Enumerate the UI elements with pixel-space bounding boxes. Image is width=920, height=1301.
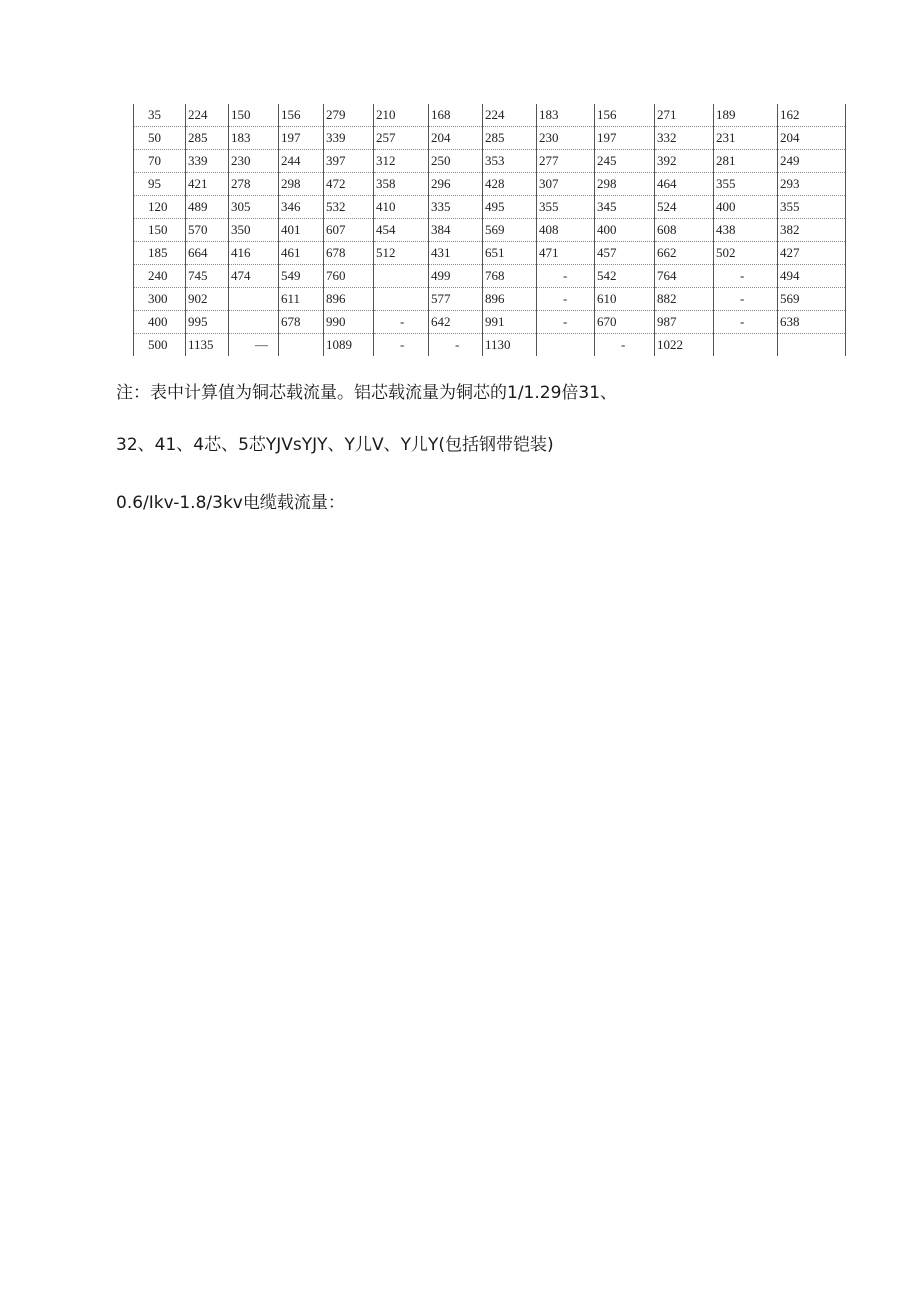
table-cell [714, 334, 778, 357]
table-cell: 150 [229, 104, 279, 127]
note-line-2: 32、41、4芯、5芯YJVsYJY、Y儿V、Y儿Y(包括钢带铠装) [116, 435, 554, 455]
table-row [134, 288, 846, 311]
table-cell: 549 [279, 265, 324, 288]
table-cell: 608 [655, 219, 714, 242]
table-cell-section: 300 [134, 288, 186, 311]
table-cell: 204 [429, 127, 483, 150]
table-cell: 474 [229, 265, 279, 288]
table-cell: 224 [186, 104, 229, 127]
table-cell: 335 [429, 196, 483, 219]
table-cell-section: 35 [134, 104, 186, 127]
table-cell: 607 [324, 219, 374, 242]
table-cell: — [229, 334, 279, 357]
table-cell: 502 [714, 242, 778, 265]
table-cell: 745 [186, 265, 229, 288]
table-cell: 231 [714, 127, 778, 150]
table-cell: 230 [537, 127, 595, 150]
table-cell: 457 [595, 242, 655, 265]
table-cell: 332 [655, 127, 714, 150]
table-cell: 524 [655, 196, 714, 219]
table-row [134, 173, 846, 196]
table-cell: 156 [595, 104, 655, 127]
table-cell: 183 [229, 127, 279, 150]
table-cell: 464 [655, 173, 714, 196]
table-cell: 204 [778, 127, 846, 150]
table-cell: 678 [279, 311, 324, 334]
table-cell: - [714, 288, 778, 311]
table-cell: 400 [595, 219, 655, 242]
table-cell: 461 [279, 242, 324, 265]
table-cell: 339 [186, 150, 229, 173]
table-row [134, 265, 846, 288]
table-cell: 281 [714, 150, 778, 173]
table-cell: 611 [279, 288, 324, 311]
table-cell: 472 [324, 173, 374, 196]
table-cell [229, 288, 279, 311]
table-cell: 278 [229, 173, 279, 196]
table-cell: 421 [186, 173, 229, 196]
table-cell: 298 [595, 173, 655, 196]
table-cell: 416 [229, 242, 279, 265]
table-cell [374, 288, 429, 311]
table-cell: 408 [537, 219, 595, 242]
table-cell: 987 [655, 311, 714, 334]
table-cell: - [429, 334, 483, 357]
table-cell: - [537, 288, 595, 311]
table-cell: 1022 [655, 334, 714, 357]
table-cell: 249 [778, 150, 846, 173]
table-cell: 670 [595, 311, 655, 334]
table-cell: 512 [374, 242, 429, 265]
table-cell: 339 [324, 127, 374, 150]
table-cell: 355 [778, 196, 846, 219]
table-cell: 296 [429, 173, 483, 196]
table-cell: 902 [186, 288, 229, 311]
table-cell: 355 [714, 173, 778, 196]
table-cell: 345 [595, 196, 655, 219]
table-row [134, 150, 846, 173]
table-cell: 662 [655, 242, 714, 265]
table-row [134, 219, 846, 242]
table-cell: 183 [537, 104, 595, 127]
table-cell: 353 [483, 150, 537, 173]
table-cell: 1130 [483, 334, 537, 357]
table-cell: 384 [429, 219, 483, 242]
table-cell: 410 [374, 196, 429, 219]
table-cell: 542 [595, 265, 655, 288]
table-cell-section: 120 [134, 196, 186, 219]
table-cell: 279 [324, 104, 374, 127]
table-cell: 428 [483, 173, 537, 196]
note-line-1: 注：表中计算值为铜芯载流量。铝芯载流量为铜芯的1/1.29倍31、 [116, 383, 618, 403]
table-cell: 569 [483, 219, 537, 242]
table-cell [279, 334, 324, 357]
table-body [134, 104, 846, 356]
table-row [134, 127, 846, 150]
table-cell [374, 265, 429, 288]
table-cell-section: 400 [134, 311, 186, 334]
table-cell: 499 [429, 265, 483, 288]
table-cell-section: 500 [134, 334, 186, 357]
table-row [134, 311, 846, 334]
table-cell: 197 [595, 127, 655, 150]
table-cell: 642 [429, 311, 483, 334]
table-cell: 764 [655, 265, 714, 288]
table-cell: - [595, 334, 655, 357]
table-cell: 431 [429, 242, 483, 265]
table-cell: 245 [595, 150, 655, 173]
cable-ampacity-table [133, 104, 846, 356]
table-cell: 494 [778, 265, 846, 288]
table-cell: 896 [483, 288, 537, 311]
table-cell: 638 [778, 311, 846, 334]
table-cell [229, 311, 279, 334]
table-cell: 427 [778, 242, 846, 265]
table-cell: 995 [186, 311, 229, 334]
table-cell [537, 334, 595, 357]
table-cell: 400 [714, 196, 778, 219]
table-cell-section: 70 [134, 150, 186, 173]
table-cell: - [714, 265, 778, 288]
table-row [134, 334, 846, 357]
table-cell: - [537, 311, 595, 334]
table-cell: 392 [655, 150, 714, 173]
table-cell: 570 [186, 219, 229, 242]
table-cell: 990 [324, 311, 374, 334]
table-cell: 397 [324, 150, 374, 173]
table-cell: 307 [537, 173, 595, 196]
table-cell: 760 [324, 265, 374, 288]
table-cell: - [537, 265, 595, 288]
table-cell: 162 [778, 104, 846, 127]
table-cell: 197 [279, 127, 324, 150]
table-cell: 156 [279, 104, 324, 127]
table-cell: 896 [324, 288, 374, 311]
table-cell-section: 240 [134, 265, 186, 288]
table-cell-section: 50 [134, 127, 186, 150]
table-cell-section: 150 [134, 219, 186, 242]
table-cell: 532 [324, 196, 374, 219]
table-cell: 230 [229, 150, 279, 173]
table-cell: 438 [714, 219, 778, 242]
table-cell: 651 [483, 242, 537, 265]
table-cell: 305 [229, 196, 279, 219]
table-cell: 382 [778, 219, 846, 242]
table-cell: 489 [186, 196, 229, 219]
table-cell: 210 [374, 104, 429, 127]
table-cell: 271 [655, 104, 714, 127]
table-cell: 285 [483, 127, 537, 150]
table-cell: 495 [483, 196, 537, 219]
table-cell: 250 [429, 150, 483, 173]
table-cell: 569 [778, 288, 846, 311]
table-cell: 882 [655, 288, 714, 311]
table-cell: 991 [483, 311, 537, 334]
table-cell: 401 [279, 219, 324, 242]
table-cell: - [714, 311, 778, 334]
table-cell: 285 [186, 127, 229, 150]
table-cell: 358 [374, 173, 429, 196]
table-cell: 293 [778, 173, 846, 196]
table-row [134, 104, 846, 127]
table-cell-section: 185 [134, 242, 186, 265]
note-line-3: 0.6/Ikv-1.8/3kv电缆载流量： [116, 493, 345, 513]
table-cell: - [374, 334, 429, 357]
table-cell [778, 334, 846, 357]
table-cell: 610 [595, 288, 655, 311]
table-cell: 1089 [324, 334, 374, 357]
table-cell: 664 [186, 242, 229, 265]
table-cell: 189 [714, 104, 778, 127]
table-cell: 350 [229, 219, 279, 242]
table-cell: 471 [537, 242, 595, 265]
table-cell: 1135 [186, 334, 229, 357]
table-cell: 768 [483, 265, 537, 288]
table-cell: 678 [324, 242, 374, 265]
table-row [134, 242, 846, 265]
table-cell-section: 95 [134, 173, 186, 196]
table-cell: 257 [374, 127, 429, 150]
table-cell: 454 [374, 219, 429, 242]
table-cell: 277 [537, 150, 595, 173]
table-cell: 244 [279, 150, 324, 173]
table-cell: - [374, 311, 429, 334]
table-cell: 346 [279, 196, 324, 219]
table-cell: 355 [537, 196, 595, 219]
table-cell: 224 [483, 104, 537, 127]
table-cell: 298 [279, 173, 324, 196]
table-cell: 577 [429, 288, 483, 311]
table-row [134, 196, 846, 219]
table-cell: 312 [374, 150, 429, 173]
table-cell: 168 [429, 104, 483, 127]
